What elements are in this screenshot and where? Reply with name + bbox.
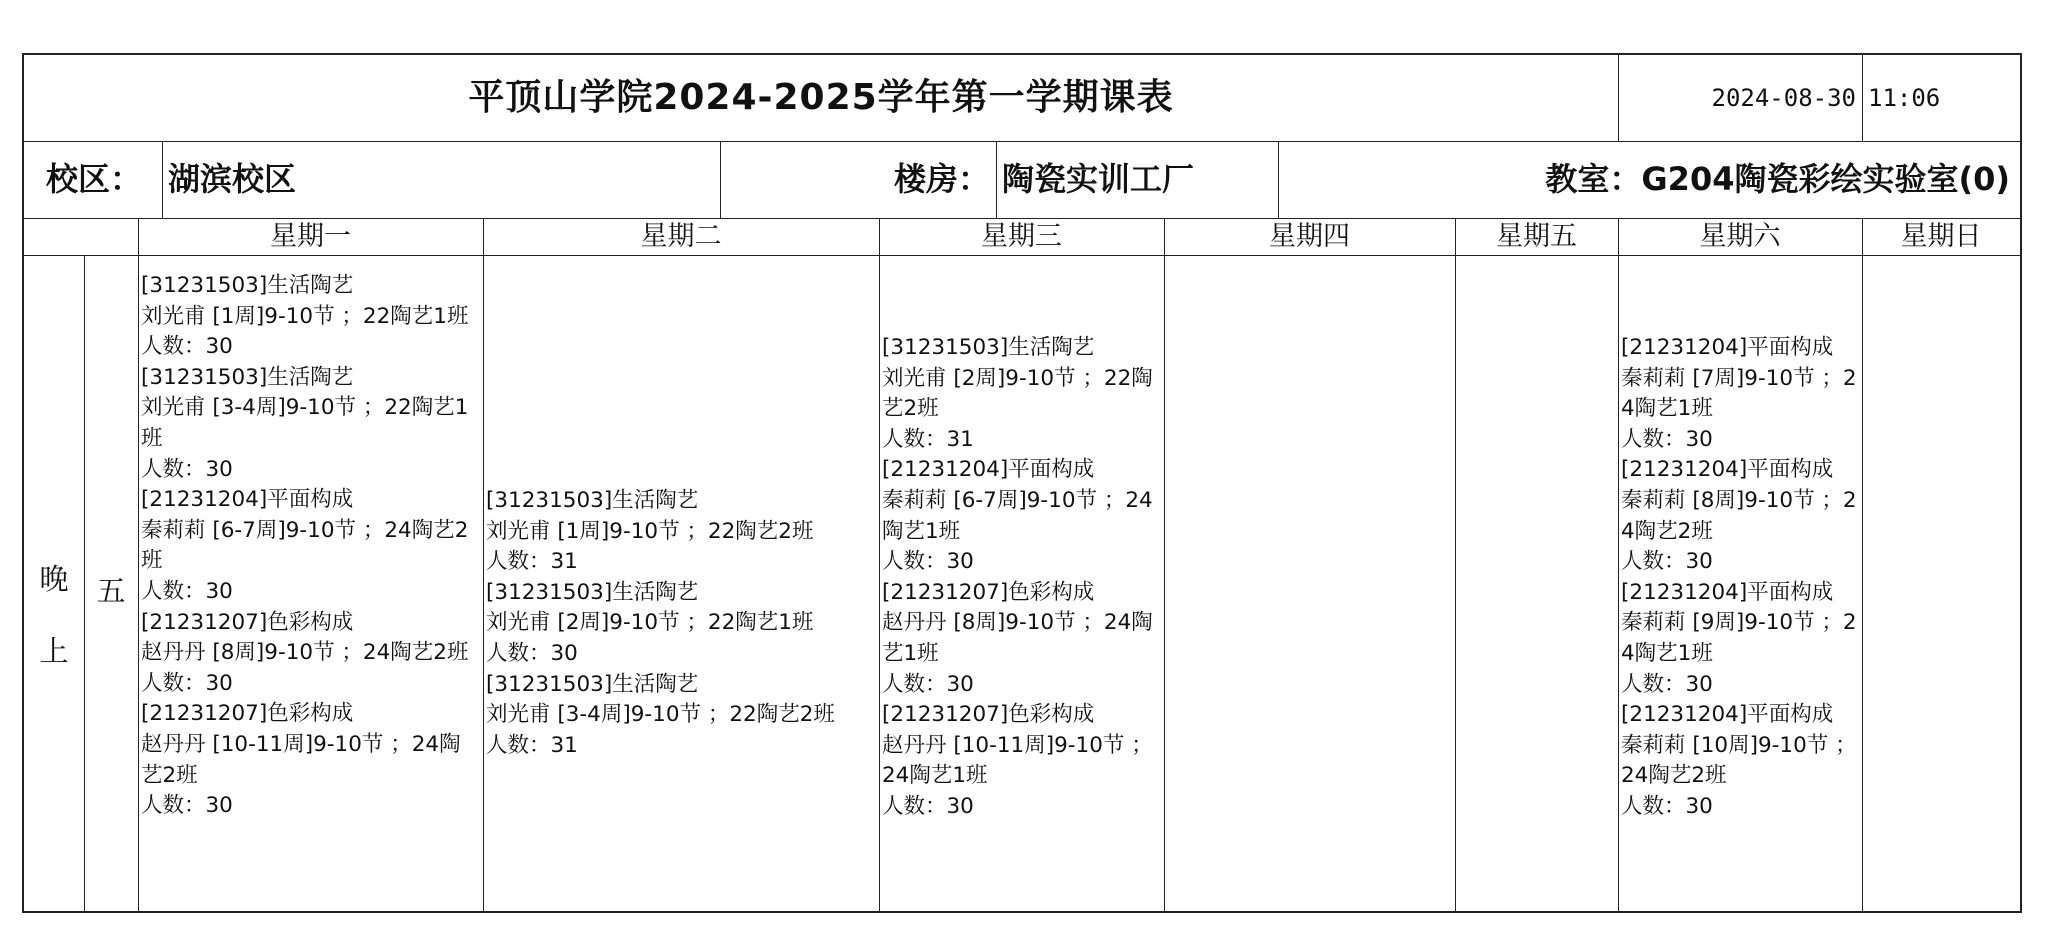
room-value: G204陶瓷彩绘实验室(0) — [1641, 160, 2010, 198]
period-section: 五 — [96, 574, 126, 608]
campus-label: 校区： — [46, 160, 143, 198]
rule-grid-label — [138, 218, 139, 913]
room-label: 教室： — [1545, 160, 1642, 198]
weekday-thu: 星期四 — [1269, 221, 1350, 252]
rule-grid-sat — [1862, 218, 1863, 913]
weekday-tue: 星期二 — [640, 221, 722, 252]
campus-value: 湖滨校区 — [168, 160, 297, 198]
period-name-line2: 上 — [39, 634, 69, 668]
rule-grid-wed — [1164, 218, 1165, 913]
cell-tue: [31231503]生活陶艺 刘光甫 [1周]9-10节 ；22陶艺2班 人数：31 [31231503]生活陶艺 刘光甫 [2周]9-10节 ；22陶艺1班 人数：30 [31231503]生活陶艺 刘光甫 [3-4周]9-10节 ；22陶艺2班 人数：31 — [486, 488, 835, 758]
building-value: 陶瓷实训工厂 — [1002, 160, 1195, 198]
period-name — [24, 543, 84, 687]
room-info — [1278, 141, 2020, 218]
rule-grid-tue — [879, 218, 880, 913]
rule-grid-fri — [1618, 218, 1619, 913]
weekday-sun: 星期日 — [1900, 221, 1982, 252]
building-label: 楼房： — [893, 160, 990, 198]
cell-mon: [31231503]生活陶艺 刘光甫 [1周]9-10节 ；22陶艺1班 人数：30 [31231503]生活陶艺 刘光甫 [3-4周]9-10节 ；22陶艺1班 人数：30 [21231204]平面构成 秦莉莉 [6-7周]9-10节 ；24陶艺2班 人数：30 [21231207]色彩构成 赵丹丹 [8周]9-10节 ；24陶艺2班 人数：30 [21231207]色彩构成 赵丹丹 [10-11周]9-10节 ；24陶艺2班 人数：30 — [141, 273, 469, 819]
period-name-line1: 晚 — [39, 562, 69, 596]
cell-wed: [31231503]生活陶艺 刘光甫 [2周]9-10节 ；22陶艺2班 人数：31 [21231204]平面构成 秦莉莉 [6-7周]9-10节 ；24陶艺1班 人数：30 [21231207]色彩构成 赵丹丹 [8周]9-10节 ；24陶艺1班 人数：30 [21231207]色彩构成 赵丹丹 [10-11周]9-10节 ；24陶艺1班 人数：30 — [882, 335, 1153, 819]
rule-grid-mon — [483, 218, 484, 913]
weekday-sat: 星期六 — [1699, 221, 1781, 252]
timetable-sheet — [22, 53, 2022, 913]
rule-grid-thu — [1455, 218, 1456, 913]
cell-sat: [21231204]平面构成 秦莉莉 [7周]9-10节 ；24陶艺1班 人数：30 [21231204]平面构成 秦莉莉 [8周]9-10节 ；24陶艺2班 人数：30 [21231204]平面构成 秦莉莉 [9周]9-10节 ；24陶艺1班 人数：30 [21231204]平面构成 秦莉莉 [10周]9-10节 ；24陶艺2班 人数：30 — [1621, 335, 1857, 819]
page-title: 平顶山学院2024-2025学年第一学期课表 — [468, 77, 1174, 118]
rule-weekday-bottom — [24, 255, 2020, 256]
print-date: 2024-08-30 — [1711, 84, 1856, 112]
print-time: 11:06 — [1868, 84, 1941, 112]
weekday-mon: 星期一 — [270, 221, 351, 252]
weekday-wed: 星期三 — [981, 221, 1062, 252]
weekday-fri: 星期五 — [1496, 221, 1577, 252]
